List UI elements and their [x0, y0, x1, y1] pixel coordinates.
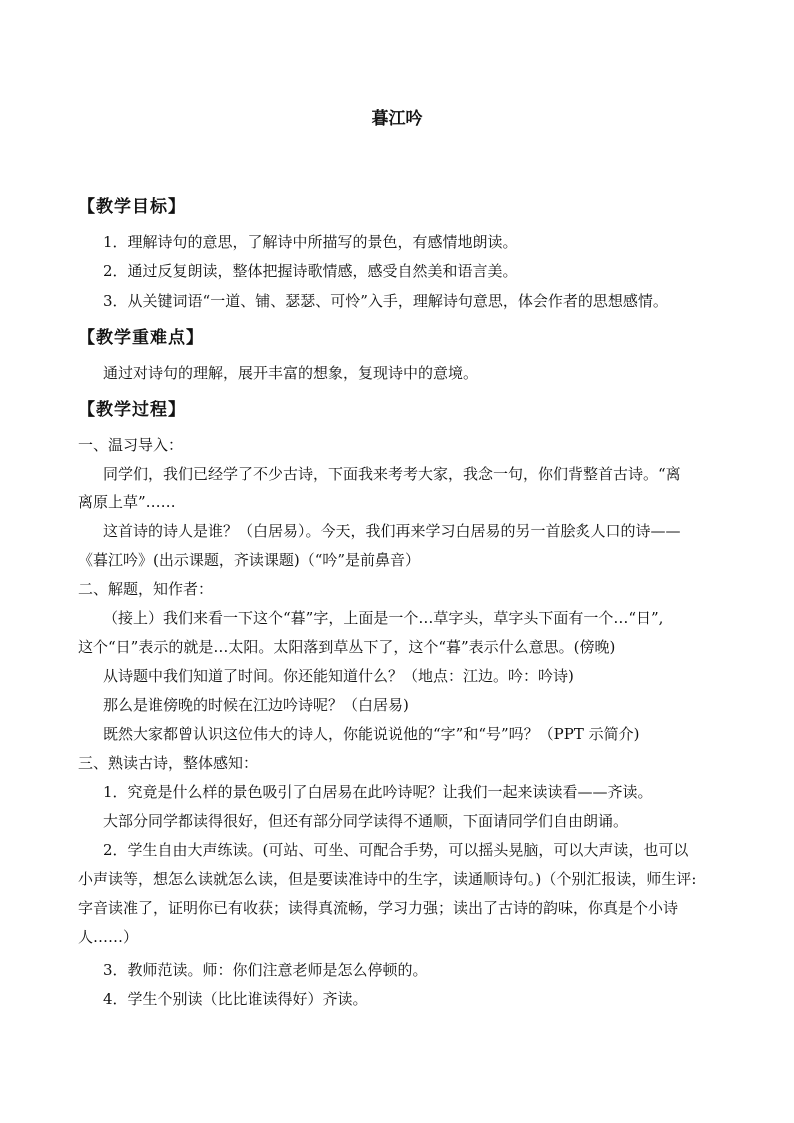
process-paragraph: 这首诗的诗人是谁？（白居易）。今天，我们再来学习白居易的另一首脍炙人口的诗——	[103, 522, 681, 540]
process-paragraph: 4．学生个别读（比比谁读得好）齐读。	[103, 990, 368, 1008]
process-paragraph: 2．学生自由大声练读。(可站、可坐、可配合手势，可以摇头晃脑，可以大声读，也可以	[103, 841, 689, 859]
heading-teaching-process: 【教学过程】	[78, 400, 186, 420]
process-paragraph: 字音读准了，证明你已有收获；读得真流畅，学习力强；读出了古诗的韵味，你真是个小诗	[78, 899, 679, 917]
heading-teaching-goals: 【教学目标】	[78, 197, 186, 217]
process-paragraph: 3．教师范读。师：你们注意老师是怎么停顿的。	[103, 961, 428, 979]
process-paragraph: 既然大家都曾认识这位伟大的诗人，你能说说他的“字”和“号”吗？（PPT 示简介)	[103, 725, 640, 743]
document-title: 暮江吟	[371, 109, 423, 129]
goal-item-3: 3．从关键词语“一道、铺、瑟瑟、可怜”入手，理解诗句意思，体会作者的思想感情。	[103, 292, 668, 310]
process-paragraph: 同学们，我们已经学了不少古诗，下面我来考考大家，我念一句，你们背整首古诗。“离	[103, 465, 681, 483]
process-paragraph: 1．究竟是什么样的景色吸引了白居易在此吟诗呢？让我们一起来读读看——齐读。	[103, 783, 653, 801]
goal-item-2: 2．通过反复朗读，整体把握诗歌情感，感受自然美和语言美。	[103, 262, 518, 280]
heading-key-points: 【教学重难点】	[78, 328, 204, 348]
process-paragraph: 人……）	[78, 928, 139, 946]
key-points-text: 通过对诗句的理解，展开丰富的想象，复现诗中的意境。	[103, 364, 479, 382]
process-paragraph: 从诗题中我们知道了时间。你还能知道什么？（地点：江边。吟：吟诗)	[103, 667, 574, 685]
process-paragraph: 《暮江吟》(出示课题，齐读课题)（“吟”是前鼻音）	[78, 551, 421, 569]
process-paragraph: 这个“日”表示的就是…太阳。太阳落到草丛下了，这个“暮”表示什么意思。(傍晚)	[78, 638, 616, 656]
process-section-title: 二、解题，知作者：	[78, 580, 214, 598]
process-paragraph: （接上）我们来看一下这个“暮”字，上面是一个…草字头，草字头下面有一个…“日”,	[103, 609, 664, 627]
process-section-title: 一、温习导入：	[78, 436, 184, 454]
process-paragraph: 那么是谁傍晚的时候在江边吟诗呢？（白居易)	[103, 696, 409, 714]
goal-item-1: 1．理解诗句的意思，了解诗中所描写的景色，有感情地朗读。	[103, 233, 518, 251]
process-paragraph: 大部分同学都读得很好，但还有部分同学读得不通顺，下面请同学们自由朗诵。	[103, 812, 629, 830]
process-paragraph: 离原上草”……	[78, 493, 176, 511]
process-paragraph: 小声读等，想怎么读就怎么读，但是要读准诗中的生字，读通顺诗句。)（个别汇报读，师生评:	[78, 870, 697, 888]
process-section-title: 三、熟读古诗，整体感知：	[78, 754, 259, 772]
